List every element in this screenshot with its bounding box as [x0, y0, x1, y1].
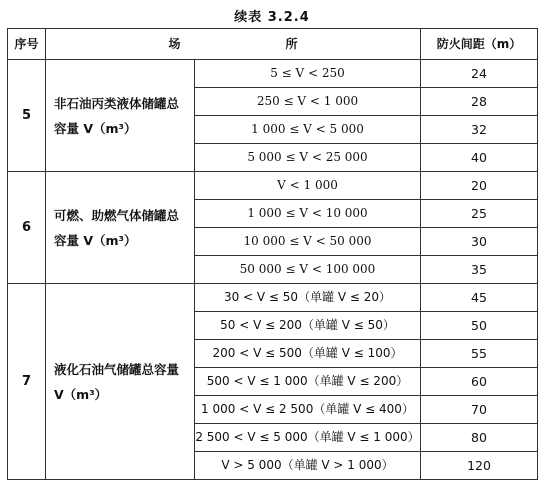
- capacity-range: 1 000 ≤ V < 10 000: [195, 200, 421, 228]
- group-category: 可燃、助燃气体储罐总容量 V（m³）: [46, 172, 195, 284]
- capacity-range: 30 < V ≤ 50（单罐 V ≤ 20）: [195, 284, 421, 312]
- group-category: 非石油丙类液体储罐总容量 V（m³）: [46, 60, 195, 172]
- fire-distance: 32: [421, 116, 538, 144]
- capacity-range: 10 000 ≤ V < 50 000: [195, 228, 421, 256]
- capacity-range: 5 000 ≤ V < 25 000: [195, 144, 421, 172]
- header-seq: 序号: [8, 29, 46, 60]
- capacity-range: 500 < V ≤ 1 000（单罐 V ≤ 200）: [195, 368, 421, 396]
- fire-distance: 80: [421, 424, 538, 452]
- fire-distance: 24: [421, 60, 538, 88]
- fire-distance: 35: [421, 256, 538, 284]
- group-number: 6: [8, 172, 46, 284]
- capacity-range: V > 5 000（单罐 V > 1 000）: [195, 452, 421, 480]
- fire-distance: 20: [421, 172, 538, 200]
- table-row: [8, 284, 538, 312]
- capacity-range: 2 500 < V ≤ 5 000（单罐 V ≤ 1 000）: [195, 424, 421, 452]
- table-body: [8, 60, 538, 480]
- header-site-right: 所: [285, 36, 298, 51]
- header-site-left: 场: [168, 36, 181, 51]
- capacity-range: 1 000 < V ≤ 2 500（单罐 V ≤ 400）: [195, 396, 421, 424]
- group-category: 液化石油气储罐总容量 V（m³）: [46, 284, 195, 480]
- table-title: 续表 3.2.4: [234, 10, 310, 25]
- capacity-range: 1 000 ≤ V < 5 000: [195, 116, 421, 144]
- capacity-range: 200 < V ≤ 500（单罐 V ≤ 100）: [195, 340, 421, 368]
- fire-distance: 50: [421, 312, 538, 340]
- fire-distance-table: [7, 28, 538, 480]
- capacity-range: 50 000 ≤ V < 100 000: [195, 256, 421, 284]
- fire-distance: 30: [421, 228, 538, 256]
- fire-distance: 120: [421, 452, 538, 480]
- header-site: [46, 29, 421, 60]
- fire-distance: 45: [421, 284, 538, 312]
- header-row: [8, 29, 538, 60]
- fire-distance: 40: [421, 144, 538, 172]
- capacity-range: 250 ≤ V < 1 000: [195, 88, 421, 116]
- group-number: 7: [8, 284, 46, 480]
- table-row: [8, 60, 538, 88]
- table-row: [8, 172, 538, 200]
- fire-distance: 60: [421, 368, 538, 396]
- fire-distance: 55: [421, 340, 538, 368]
- fire-distance: 25: [421, 200, 538, 228]
- capacity-range: V < 1 000: [195, 172, 421, 200]
- fire-distance: 70: [421, 396, 538, 424]
- fire-distance: 28: [421, 88, 538, 116]
- header-distance: 防火间距（m）: [421, 29, 538, 60]
- group-number: 5: [8, 60, 46, 172]
- capacity-range: 5 ≤ V < 250: [195, 60, 421, 88]
- capacity-range: 50 < V ≤ 200（单罐 V ≤ 50）: [195, 312, 421, 340]
